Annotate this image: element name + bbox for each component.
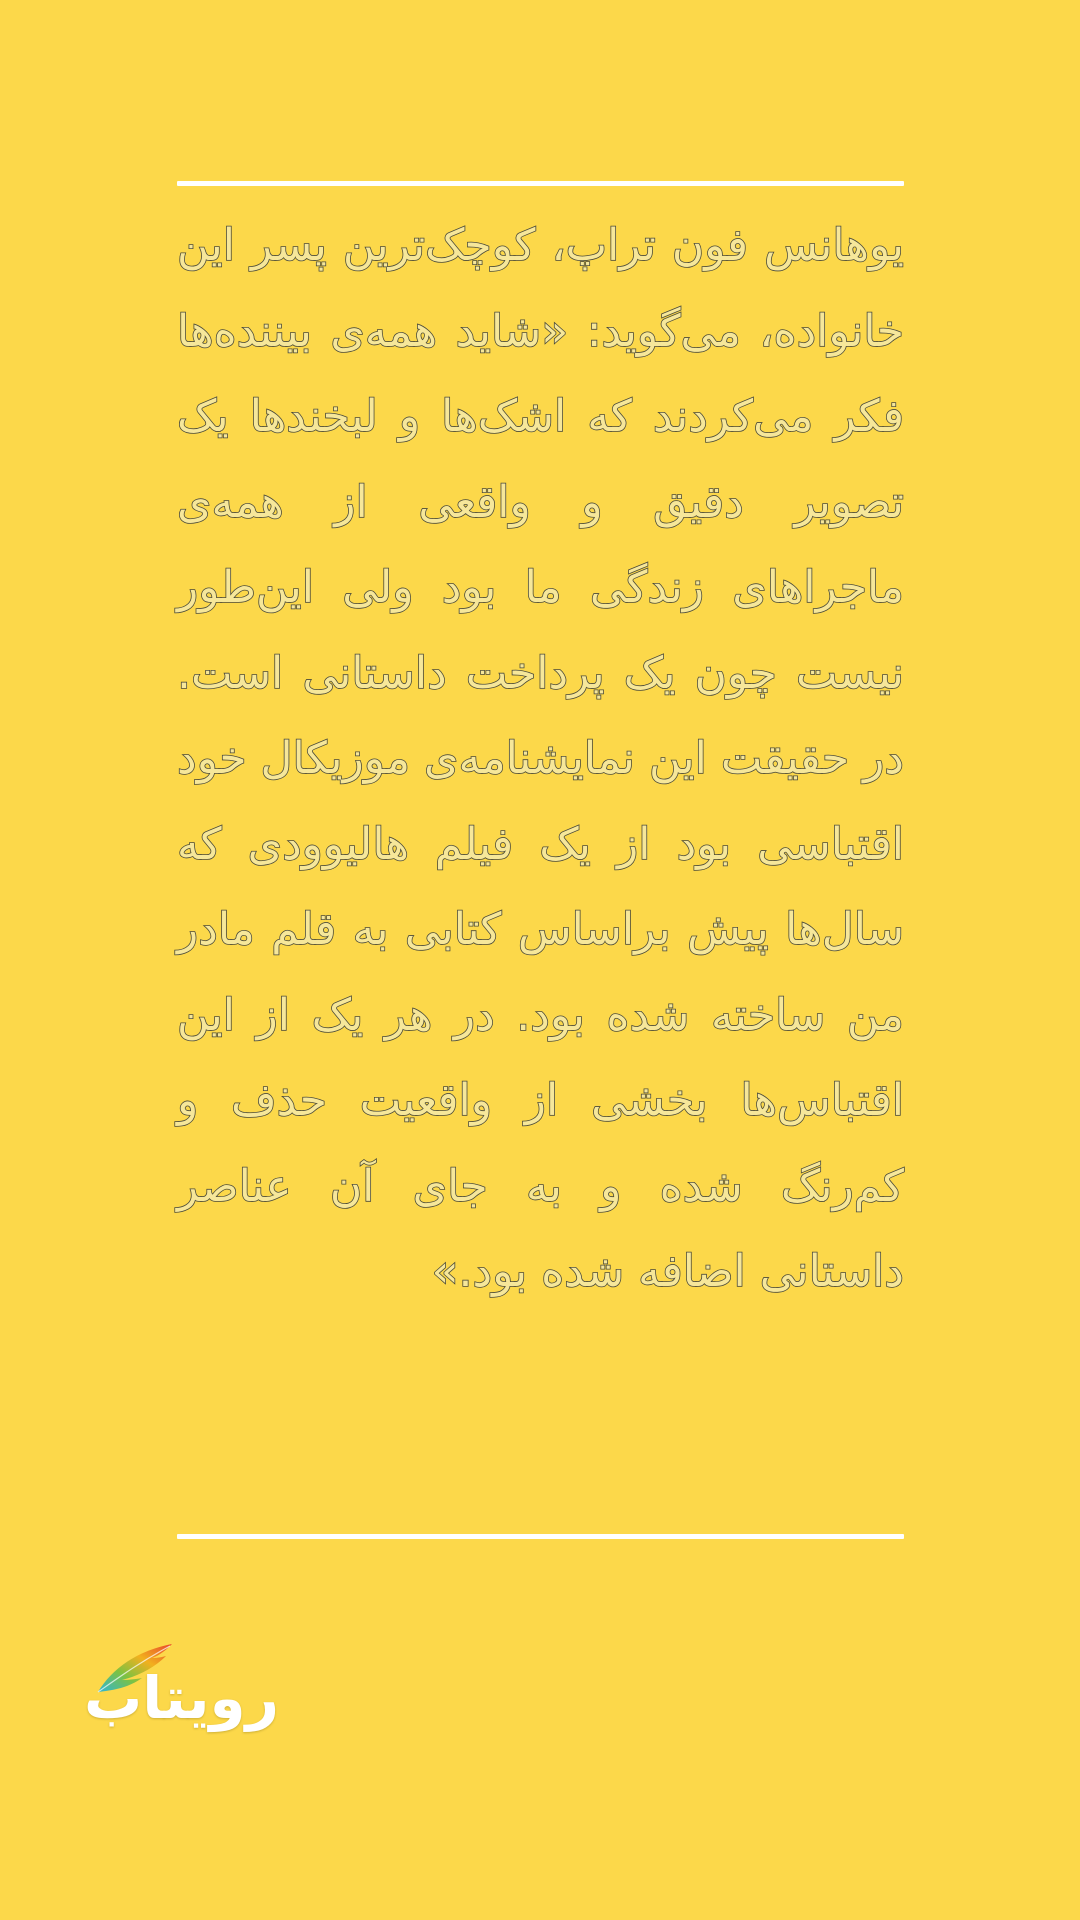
brand-logo xyxy=(80,1638,279,1758)
logo-wordmark: رویتاب xyxy=(84,1664,279,1732)
bottom-divider xyxy=(177,1534,904,1539)
top-divider xyxy=(177,181,904,186)
quote-text: یوهانس فون تراپ، کوچک‌ترین پسر این خانواده، می‌گوید: «شاید همه‌ی بیننده‌ها فکر می‌کردند که اشک‌ها و لبخندها یک تصویر دقیق و واقعی از همه‌ی ماجراهای زندگی ما بود ولی این‌طور نیست چون یک پرداخت داستانی است. در حقیقت این نمایشنامه‌ی موزیکال خود اقتباسی بود از یک فیلم هالیوودی که سال‌ها پیش براساس کتابی به قلم مادر من ساخته شده بود. در هر یک از این اقتباس‌ها بخشی از واقعیت حذف و کم‌رنگ شده و به جای آن عناصر داستانی اضافه شده بود.» xyxy=(177,220,904,1297)
